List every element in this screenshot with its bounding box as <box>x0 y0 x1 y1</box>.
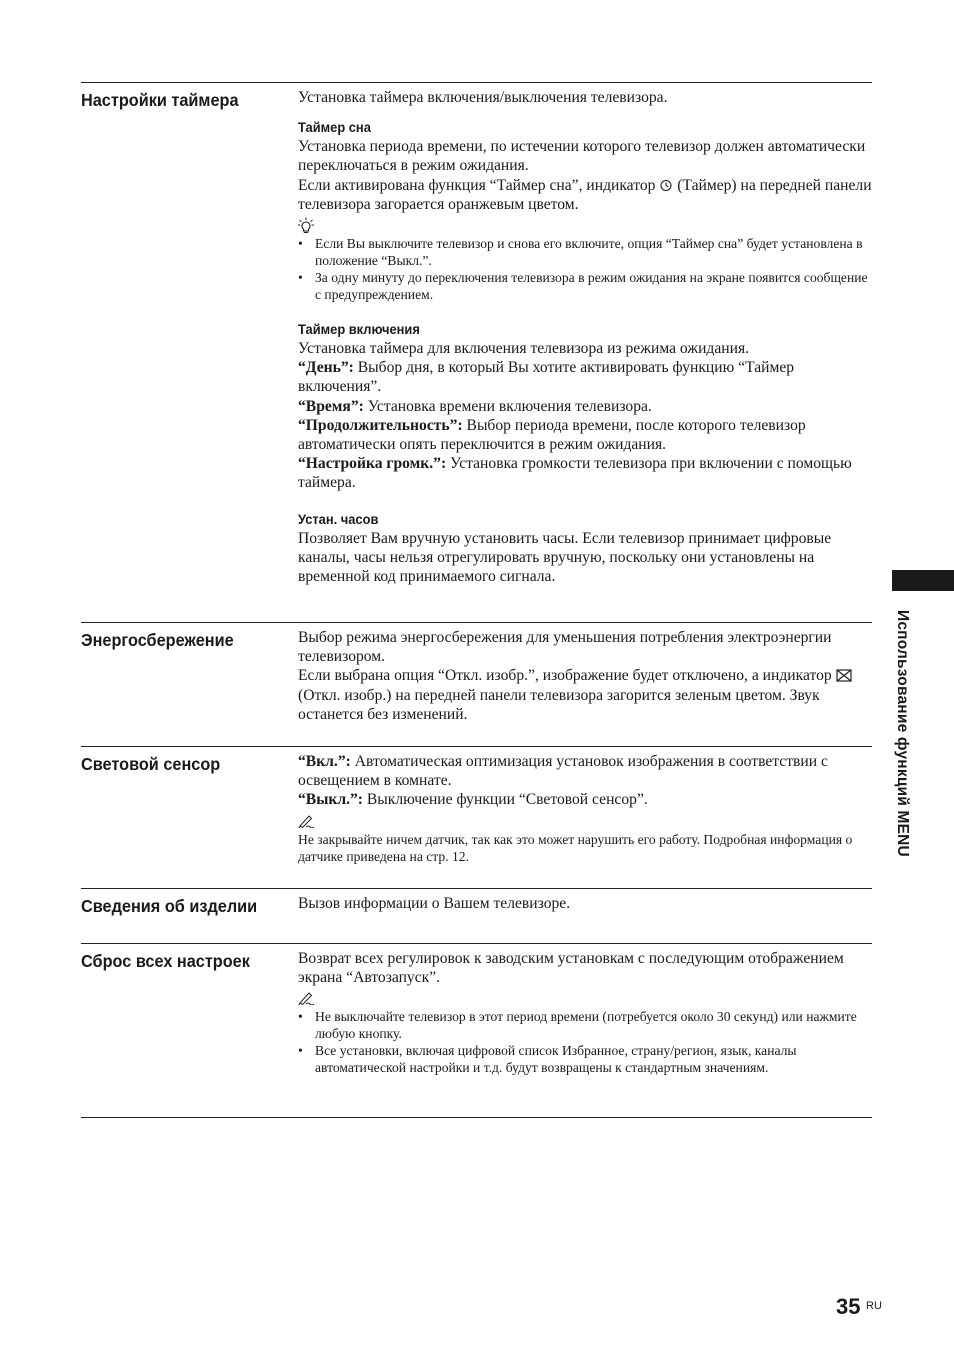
section-title: Энергосбережение <box>81 630 234 650</box>
picture-off-indicator-icon <box>836 667 852 684</box>
side-tab-marker <box>892 570 954 591</box>
section-reset-all <box>81 943 872 1076</box>
text-part: (Таймер) на передней панели телевизора загорается оранжевым цветом. <box>298 176 872 213</box>
product-info-text: Вызов информации о Вашем телевизоре. <box>298 895 571 912</box>
light-on-option <box>298 752 873 790</box>
section-title: Сброс всех настроек <box>81 951 250 971</box>
page-number: 35 <box>836 1294 861 1319</box>
subheading-clock-set: Устан. часов <box>298 510 379 527</box>
eco-indicator-text <box>298 666 873 724</box>
section-power-saving <box>81 622 872 723</box>
on-timer-intro: Установка таймера для включения телевизора из режима ожидания. <box>298 340 750 358</box>
option-label: “Продолжительность”: <box>298 416 463 434</box>
page-language: RU <box>866 1300 882 1312</box>
pencil-note-icon <box>298 813 873 831</box>
option-text: Установка времени включения телевизора. <box>367 397 652 415</box>
section-content <box>298 949 873 1076</box>
text-part: (Откл. изобр.) на передней панели телевизора загорится зеленым цветом. Звук останется без изменений. <box>298 686 820 723</box>
section-light-sensor <box>81 746 872 864</box>
option-text: Установка громкости телевизора при включении с помощью таймера. <box>298 455 852 492</box>
option-text: Автоматическая оптимизация установок изображения в соответствии с освещением в комнате. <box>298 753 828 790</box>
side-tab-label: Использование функций MENU <box>894 610 911 857</box>
sleep-timer-text: Установка периода времени, по истечении которого телевизор должен автоматически переключаться в режим ожидания. <box>298 138 866 175</box>
clock-set-text: Позволяет Вам вручную установить часы. Если телевизор принимает цифровые каналы, часы нельзя отрегулировать вручную, поскольку они установлены на временной код принимаемого сигнала. <box>298 529 832 586</box>
lightbulb-icon <box>298 217 873 235</box>
section-content <box>298 628 873 724</box>
hint-text: За одну минуту до переключения телевизора в режим ожидания на экране появится сообщение с предупреждением. <box>315 270 868 303</box>
option-text: Выбор дня, в который Вы хотите активировать функцию “Таймер включения”. <box>298 359 795 396</box>
section-title: Настройки таймера <box>81 90 239 110</box>
subheading-sleep-timer: Таймер сна <box>298 119 371 136</box>
note-text: Все установки, включая цифровой список Избранное, страну/регион, язык, каналы автоматической настройки и т.д. будут возвращены к стандартным значениям. <box>315 1043 797 1076</box>
option-label: “Вкл.”: <box>298 753 351 770</box>
text-part: Если выбрана опция “Откл. изобр.”, изображение будет отключено, а индикатор <box>298 667 832 685</box>
option-label: “День”: <box>298 359 354 377</box>
intro-text: Установка таймера включения/выключения телевизора. <box>298 89 668 106</box>
section-product-info <box>81 888 872 916</box>
light-sensor-note: Не закрывайте ничем датчик, так как это может нарушить его работу. Подробная информация о датчике приведена на стр. 12. <box>298 831 853 864</box>
note-item: • Все установки, включая цифровой список Избранное, страну/регион, язык, каналы автоматической настройки и т.д. будут возвращены к стандартным значениям. <box>298 1042 873 1076</box>
section-content <box>298 752 873 865</box>
note-text: Не выключайте телевизор в этот период времени (потребуется около 30 секунд) или нажмите любую кнопку. <box>315 1009 857 1042</box>
hint-text: Если Вы выключите телевизор и снова его включите, опция “Таймер сна” будет установлена в положение “Выкл.”. <box>315 236 863 269</box>
option-text: Выбор периода времени, после которого телевизор автоматически опять переключится в режим ожидания. <box>298 416 806 454</box>
section-content <box>298 88 873 586</box>
option-text: Выключение функции “Световой сенсор”. <box>366 791 648 809</box>
text-part: Если активирована функция “Таймер сна”, индикатор <box>298 176 656 194</box>
option-label: “Выкл.”: <box>298 791 363 809</box>
hint-item: • Если Вы выключите телевизор и снова его включите, опция “Таймер сна” будет установлена в положение “Выкл.”. <box>298 235 873 269</box>
on-timer-time <box>298 397 873 416</box>
sleep-timer-indicator-text <box>298 176 873 214</box>
option-label: “Настройка громк.”: <box>298 455 447 473</box>
reset-text: Возврат всех регулировок к заводским установкам с последующим отображением экрана “Автозапуск”. <box>298 950 844 987</box>
option-label: “Время”: <box>298 397 364 415</box>
note-item: • Не выключайте телевизор в этот период времени (потребуется около 30 секунд) или нажмите любую кнопку. <box>298 1008 873 1042</box>
section-title: Световой сенсор <box>81 754 221 774</box>
hint-item: • За одну минуту до переключения телевизора в режим ожидания на экране появится сообщение с предупреждением. <box>298 269 873 303</box>
on-timer-volume <box>298 454 873 492</box>
subheading-on-timer: Таймер включения <box>298 321 420 338</box>
bottom-divider <box>81 1117 872 1118</box>
timer-indicator-icon <box>659 177 677 194</box>
on-timer-day <box>298 358 873 396</box>
eco-text: Выбор режима энергосбережения для уменьшения потребления электроэнергии телевизором. <box>298 629 832 666</box>
section-content <box>298 894 873 913</box>
section-timer-settings <box>81 82 872 586</box>
on-timer-duration <box>298 416 873 454</box>
light-off-option <box>298 790 873 809</box>
pencil-note-icon <box>298 990 873 1008</box>
section-title: Сведения об изделии <box>81 896 258 916</box>
